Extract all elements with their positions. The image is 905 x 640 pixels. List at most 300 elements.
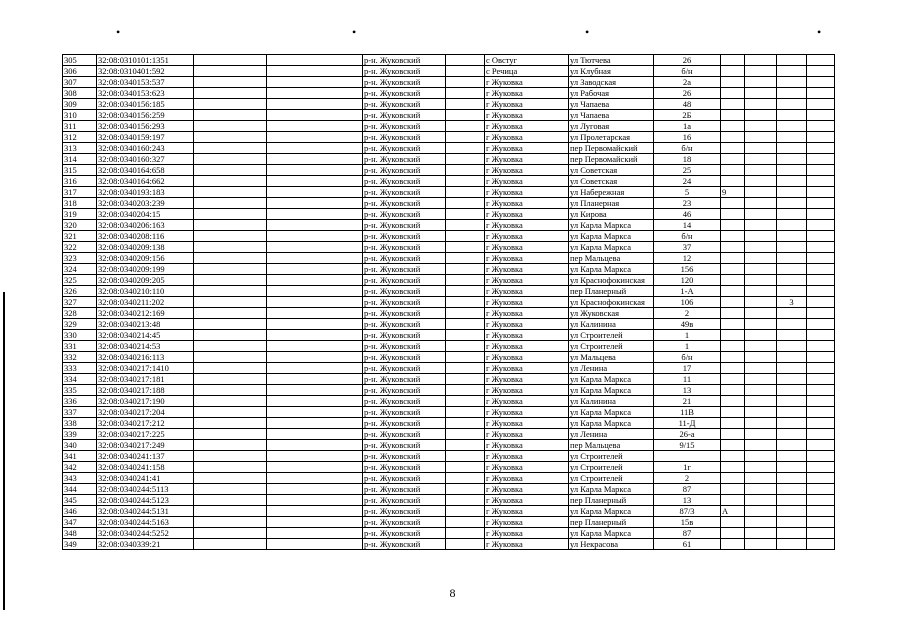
empty-cell: [267, 517, 363, 528]
empty-cell: [194, 396, 267, 407]
building-cell: [721, 165, 745, 176]
district-cell: р-н. Жуковский: [363, 176, 446, 187]
apartment-cell: [777, 55, 807, 66]
row-number: 321: [63, 231, 97, 242]
district-cell: р-н. Жуковский: [363, 308, 446, 319]
empty-cell: [745, 308, 777, 319]
district-cell: р-н. Жуковский: [363, 418, 446, 429]
empty-cell: [745, 297, 777, 308]
building-cell: [721, 484, 745, 495]
apartment-cell: [777, 176, 807, 187]
building-cell: [721, 374, 745, 385]
apartment-cell: [777, 341, 807, 352]
cadastral-number: 32:08:0340339:21: [97, 539, 194, 550]
table-row: [63, 297, 835, 308]
apartment-cell: [777, 363, 807, 374]
empty-cell: [194, 132, 267, 143]
locality-cell: г Жуковка: [485, 308, 569, 319]
house-number-cell: 1: [654, 341, 721, 352]
street-cell: ул Луговая: [569, 121, 654, 132]
empty-cell: [745, 429, 777, 440]
building-cell: [721, 66, 745, 77]
street-cell: ул Карла Маркса: [569, 242, 654, 253]
building-cell: А: [721, 506, 745, 517]
apartment-cell: [777, 220, 807, 231]
empty-cell: [807, 77, 835, 88]
empty-cell: [807, 330, 835, 341]
street-cell: ул Карла Маркса: [569, 407, 654, 418]
apartment-cell: [777, 451, 807, 462]
street-cell: ул Советская: [569, 176, 654, 187]
empty-cell: [446, 473, 485, 484]
building-cell: [721, 385, 745, 396]
empty-cell: [446, 66, 485, 77]
locality-cell: г Жуковка: [485, 198, 569, 209]
row-number: 345: [63, 495, 97, 506]
house-number-cell: 26: [654, 55, 721, 66]
row-number: 342: [63, 462, 97, 473]
table-row: [63, 506, 835, 517]
locality-cell: г Жуковка: [485, 539, 569, 550]
empty-cell: [446, 198, 485, 209]
table-row: [63, 473, 835, 484]
row-number: 307: [63, 77, 97, 88]
street-cell: ул Карла Маркса: [569, 264, 654, 275]
empty-cell: [446, 77, 485, 88]
house-number-cell: 2а: [654, 77, 721, 88]
locality-cell: г Жуковка: [485, 242, 569, 253]
empty-cell: [745, 99, 777, 110]
apartment-cell: [777, 407, 807, 418]
empty-cell: [446, 319, 485, 330]
row-number: 333: [63, 363, 97, 374]
row-number: 310: [63, 110, 97, 121]
district-cell: р-н. Жуковский: [363, 341, 446, 352]
district-cell: р-н. Жуковский: [363, 385, 446, 396]
empty-cell: [807, 374, 835, 385]
empty-cell: [194, 407, 267, 418]
house-number-cell: 49в: [654, 319, 721, 330]
table-row: [63, 132, 835, 143]
empty-cell: [807, 154, 835, 165]
apartment-cell: [777, 462, 807, 473]
building-cell: [721, 264, 745, 275]
house-number-cell: 37: [654, 242, 721, 253]
empty-cell: [807, 297, 835, 308]
locality-cell: г Жуковка: [485, 99, 569, 110]
apartment-cell: [777, 418, 807, 429]
house-number-cell: 11-Д: [654, 418, 721, 429]
empty-cell: [194, 297, 267, 308]
empty-cell: [194, 374, 267, 385]
house-number-cell: 21: [654, 396, 721, 407]
empty-cell: [745, 539, 777, 550]
table-row: [63, 374, 835, 385]
district-cell: р-н. Жуковский: [363, 407, 446, 418]
empty-cell: [446, 495, 485, 506]
empty-cell: [194, 77, 267, 88]
house-number-cell: б/н: [654, 143, 721, 154]
district-cell: р-н. Жуковский: [363, 352, 446, 363]
cadastral-number: 32:08:0340217:225: [97, 429, 194, 440]
empty-cell: [446, 396, 485, 407]
building-cell: [721, 363, 745, 374]
district-cell: р-н. Жуковский: [363, 187, 446, 198]
empty-cell: [267, 440, 363, 451]
apartment-cell: [777, 231, 807, 242]
district-cell: р-н. Жуковский: [363, 220, 446, 231]
locality-cell: г Жуковка: [485, 407, 569, 418]
empty-cell: [807, 352, 835, 363]
empty-cell: [194, 539, 267, 550]
district-cell: р-н. Жуковский: [363, 121, 446, 132]
district-cell: р-н. Жуковский: [363, 198, 446, 209]
street-cell: ул Кирова: [569, 209, 654, 220]
cadastral-number: 32:08:0310401:592: [97, 66, 194, 77]
house-number-cell: 120: [654, 275, 721, 286]
row-number: 335: [63, 385, 97, 396]
empty-cell: [807, 462, 835, 473]
empty-cell: [807, 187, 835, 198]
empty-cell: [446, 231, 485, 242]
cadastral-number: 32:08:0340217:1410: [97, 363, 194, 374]
locality-cell: г Жуковка: [485, 319, 569, 330]
locality-cell: г Жуковка: [485, 143, 569, 154]
street-cell: ул Жуковская: [569, 308, 654, 319]
district-cell: р-н. Жуковский: [363, 264, 446, 275]
empty-cell: [267, 253, 363, 264]
table-row: [63, 66, 835, 77]
apartment-cell: [777, 132, 807, 143]
house-number-cell: 2Б: [654, 110, 721, 121]
building-cell: [721, 539, 745, 550]
district-cell: р-н. Жуковский: [363, 231, 446, 242]
street-cell: ул Набережная: [569, 187, 654, 198]
empty-cell: [194, 506, 267, 517]
empty-cell: [807, 198, 835, 209]
district-cell: р-н. Жуковский: [363, 154, 446, 165]
house-number-cell: 16: [654, 132, 721, 143]
empty-cell: [194, 264, 267, 275]
street-cell: пер Мальцева: [569, 253, 654, 264]
district-cell: р-н. Жуковский: [363, 55, 446, 66]
cadastral-number: 32:08:0310101:1351: [97, 55, 194, 66]
empty-cell: [446, 462, 485, 473]
house-number-cell: б/н: [654, 231, 721, 242]
house-number-cell: 2: [654, 473, 721, 484]
empty-cell: [194, 231, 267, 242]
apartment-cell: [777, 264, 807, 275]
cadastral-number: 32:08:0340209:205: [97, 275, 194, 286]
table-row: [63, 418, 835, 429]
locality-cell: с Речица: [485, 66, 569, 77]
table-row: [63, 110, 835, 121]
row-number: 325: [63, 275, 97, 286]
empty-cell: [745, 77, 777, 88]
apartment-cell: [777, 396, 807, 407]
street-cell: ул Карла Маркса: [569, 220, 654, 231]
page-edge-mark: [3, 292, 5, 610]
house-number-cell: 26-а: [654, 429, 721, 440]
empty-cell: [194, 319, 267, 330]
row-number: 305: [63, 55, 97, 66]
empty-cell: [267, 220, 363, 231]
district-cell: р-н. Жуковский: [363, 77, 446, 88]
district-cell: р-н. Жуковский: [363, 429, 446, 440]
locality-cell: г Жуковка: [485, 451, 569, 462]
empty-cell: [745, 407, 777, 418]
district-cell: р-н. Жуковский: [363, 451, 446, 462]
cadastral-number: 32:08:0340216:113: [97, 352, 194, 363]
empty-cell: [745, 88, 777, 99]
empty-cell: [745, 385, 777, 396]
house-number-cell: 87: [654, 484, 721, 495]
empty-cell: [807, 319, 835, 330]
empty-cell: [446, 242, 485, 253]
empty-cell: [194, 66, 267, 77]
empty-cell: [745, 473, 777, 484]
empty-cell: [446, 440, 485, 451]
locality-cell: г Жуковка: [485, 374, 569, 385]
empty-cell: [194, 242, 267, 253]
street-cell: пер Планерный: [569, 286, 654, 297]
row-number: 347: [63, 517, 97, 528]
empty-cell: [446, 55, 485, 66]
empty-cell: [446, 154, 485, 165]
table-row: [63, 352, 835, 363]
district-cell: р-н. Жуковский: [363, 132, 446, 143]
row-number: 316: [63, 176, 97, 187]
row-number: 341: [63, 451, 97, 462]
cadastral-number: 32:08:0340209:156: [97, 253, 194, 264]
empty-cell: [267, 506, 363, 517]
row-number: 323: [63, 253, 97, 264]
row-number: 318: [63, 198, 97, 209]
street-cell: ул Строителей: [569, 462, 654, 473]
empty-cell: [807, 506, 835, 517]
apartment-cell: [777, 66, 807, 77]
empty-cell: [194, 517, 267, 528]
empty-cell: [194, 253, 267, 264]
cadastral-number: 32:08:0340217:204: [97, 407, 194, 418]
property-register-table: [62, 54, 835, 550]
locality-cell: г Жуковка: [485, 440, 569, 451]
cadastral-number: 32:08:0340244:5163: [97, 517, 194, 528]
empty-cell: [194, 88, 267, 99]
empty-cell: [807, 132, 835, 143]
table-row: [63, 484, 835, 495]
cadastral-number: 32:08:0340209:138: [97, 242, 194, 253]
empty-cell: [446, 407, 485, 418]
locality-cell: г Жуковка: [485, 297, 569, 308]
row-number: 315: [63, 165, 97, 176]
locality-cell: г Жуковка: [485, 77, 569, 88]
apartment-cell: [777, 154, 807, 165]
empty-cell: [194, 330, 267, 341]
table-row: [63, 198, 835, 209]
row-number: 334: [63, 374, 97, 385]
table-row: [63, 528, 835, 539]
empty-cell: [807, 495, 835, 506]
row-number: 343: [63, 473, 97, 484]
locality-cell: г Жуковка: [485, 275, 569, 286]
house-number-cell: 9/15: [654, 440, 721, 451]
empty-cell: [807, 517, 835, 528]
empty-cell: [807, 418, 835, 429]
empty-cell: [446, 385, 485, 396]
table-row: [63, 176, 835, 187]
empty-cell: [194, 363, 267, 374]
apartment-cell: [777, 253, 807, 264]
building-cell: [721, 429, 745, 440]
row-number: 329: [63, 319, 97, 330]
building-cell: [721, 352, 745, 363]
empty-cell: [194, 484, 267, 495]
building-cell: [721, 462, 745, 473]
apartment-cell: [777, 88, 807, 99]
row-number: 313: [63, 143, 97, 154]
empty-cell: [446, 264, 485, 275]
house-number-cell: 1-А: [654, 286, 721, 297]
empty-cell: [194, 528, 267, 539]
house-number-cell: 87: [654, 528, 721, 539]
empty-cell: [267, 451, 363, 462]
empty-cell: [446, 528, 485, 539]
empty-cell: [194, 440, 267, 451]
cadastral-number: 32:08:0340241:158: [97, 462, 194, 473]
building-cell: [721, 209, 745, 220]
street-cell: ул Клубная: [569, 66, 654, 77]
empty-cell: [745, 132, 777, 143]
row-number: 331: [63, 341, 97, 352]
cadastral-number: 32:08:0340217:181: [97, 374, 194, 385]
table-row: [63, 242, 835, 253]
empty-cell: [807, 440, 835, 451]
empty-cell: [267, 121, 363, 132]
house-number-cell: 11: [654, 374, 721, 385]
district-cell: р-н. Жуковский: [363, 297, 446, 308]
empty-cell: [745, 495, 777, 506]
building-cell: [721, 176, 745, 187]
building-cell: [721, 451, 745, 462]
locality-cell: г Жуковка: [485, 121, 569, 132]
building-cell: [721, 473, 745, 484]
district-cell: р-н. Жуковский: [363, 517, 446, 528]
table-row: [63, 55, 835, 66]
empty-cell: [446, 517, 485, 528]
district-cell: р-н. Жуковский: [363, 242, 446, 253]
street-cell: ул Краснофокинская: [569, 275, 654, 286]
empty-cell: [446, 330, 485, 341]
empty-cell: [267, 495, 363, 506]
empty-cell: [807, 66, 835, 77]
district-cell: р-н. Жуковский: [363, 99, 446, 110]
street-cell: ул Карла Маркса: [569, 374, 654, 385]
empty-cell: [267, 143, 363, 154]
street-cell: ул Рабочая: [569, 88, 654, 99]
empty-cell: [267, 352, 363, 363]
empty-cell: [267, 319, 363, 330]
building-cell: [721, 198, 745, 209]
empty-cell: [267, 99, 363, 110]
locality-cell: г Жуковка: [485, 132, 569, 143]
row-number: 314: [63, 154, 97, 165]
cadastral-number: 32:08:0340206:163: [97, 220, 194, 231]
street-cell: ул Планерная: [569, 198, 654, 209]
empty-cell: [807, 176, 835, 187]
empty-cell: [446, 374, 485, 385]
house-number-cell: [654, 451, 721, 462]
house-number-cell: б/н: [654, 66, 721, 77]
street-cell: ул Строителей: [569, 341, 654, 352]
header-mark: •: [352, 25, 357, 39]
header-mark: •: [817, 25, 822, 39]
row-number: 332: [63, 352, 97, 363]
empty-cell: [446, 209, 485, 220]
empty-cell: [194, 473, 267, 484]
apartment-cell: [777, 539, 807, 550]
empty-cell: [807, 143, 835, 154]
apartment-cell: [777, 187, 807, 198]
empty-cell: [267, 297, 363, 308]
street-cell: пер Первомайский: [569, 143, 654, 154]
locality-cell: г Жуковка: [485, 165, 569, 176]
empty-cell: [807, 220, 835, 231]
cadastral-number: 32:08:0340153:623: [97, 88, 194, 99]
cadastral-number: 32:08:0340160:327: [97, 154, 194, 165]
table-row: [63, 209, 835, 220]
table-row: [63, 286, 835, 297]
empty-cell: [267, 286, 363, 297]
row-number: 348: [63, 528, 97, 539]
empty-cell: [745, 154, 777, 165]
table-row: [63, 429, 835, 440]
building-cell: [721, 99, 745, 110]
street-cell: ул Некрасова: [569, 539, 654, 550]
locality-cell: г Жуковка: [485, 429, 569, 440]
empty-cell: [807, 539, 835, 550]
apartment-cell: [777, 242, 807, 253]
house-number-cell: 106: [654, 297, 721, 308]
empty-cell: [194, 143, 267, 154]
empty-cell: [267, 407, 363, 418]
empty-cell: [446, 539, 485, 550]
district-cell: р-н. Жуковский: [363, 110, 446, 121]
row-number: 349: [63, 539, 97, 550]
district-cell: р-н. Жуковский: [363, 275, 446, 286]
building-cell: [721, 297, 745, 308]
cadastral-number: 32:08:0340217:188: [97, 385, 194, 396]
empty-cell: [745, 341, 777, 352]
empty-cell: [267, 374, 363, 385]
empty-cell: [446, 165, 485, 176]
row-number: 330: [63, 330, 97, 341]
empty-cell: [745, 220, 777, 231]
table-row: [63, 187, 835, 198]
empty-cell: [745, 176, 777, 187]
empty-cell: [745, 319, 777, 330]
table-row: [63, 308, 835, 319]
locality-cell: г Жуковка: [485, 473, 569, 484]
street-cell: ул Советская: [569, 165, 654, 176]
empty-cell: [267, 110, 363, 121]
table-row: [63, 407, 835, 418]
cadastral-number: 32:08:0340213:48: [97, 319, 194, 330]
cadastral-number: 32:08:0340214:53: [97, 341, 194, 352]
district-cell: р-н. Жуковский: [363, 209, 446, 220]
empty-cell: [446, 220, 485, 231]
empty-cell: [745, 110, 777, 121]
